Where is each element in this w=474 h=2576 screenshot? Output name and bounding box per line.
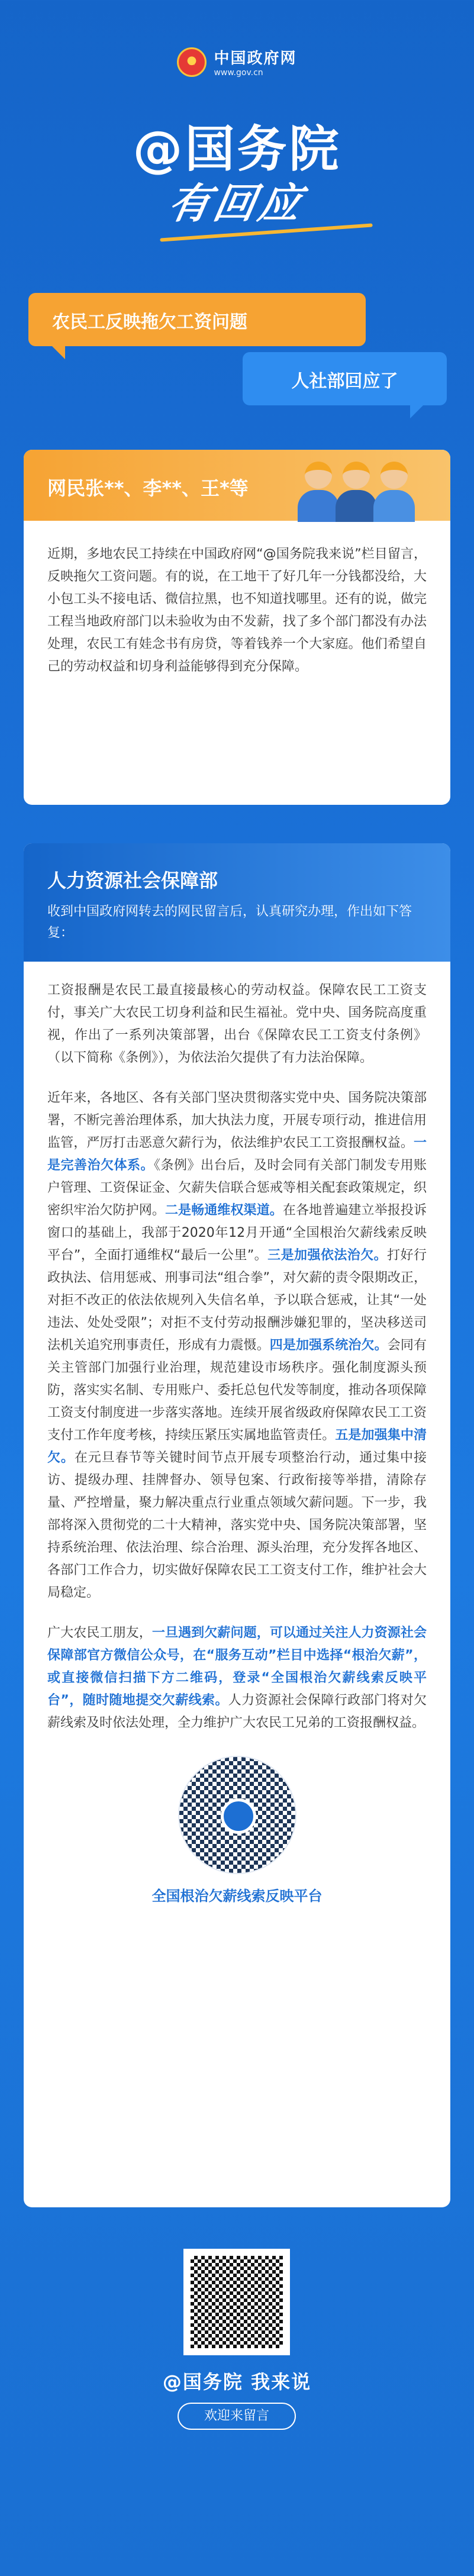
reply-text: 近年来，各地区、各有关部门坚决贯彻落实党中央、国务院决策部署，不断完善治理体系，加大执法力度，开展专项行动，推进信用监管，严厉打击恶意欠薪行为，依法维护农民工工资报酬权益。 [47,1091,427,1150]
leave-message-button[interactable]: 欢迎来留言 [178,2403,296,2430]
ministry-name: 人力资源社会保障部 [47,869,218,892]
reply-highlight: 二是畅通维权渠道。 [165,1203,283,1218]
reply-text: 会同有关主管部门加强行业治理，规范建设市场秩序。强化制度源头预防，落实实名制、专用账户、委托总包代发等制度，推动各项保障工资支付制度进一步落实落地。连续开展省级政府保障农民工工资支付工作年度考核，持续压紧压实属地监管责任。 [47,1338,427,1443]
reply-body [24,979,450,1907]
footer-title: @国务院 我来说 [162,2371,312,2393]
reply-highlight: 五是加强集中清欠。 [47,1428,427,1465]
gov-qr-code[interactable] [183,2249,290,2355]
reply-paragraph-2 [47,1087,427,1604]
header [0,0,474,308]
reply-highlight: 三是加强依法治欠。 [267,1248,388,1263]
reply-text: 在元旦春节等关键时间节点开展专项整治行动，通过集中接访、提级办理、挂牌督办、领导包案、行政衔接等举措，清除存量、严控增量，聚力解决重点行业重点领域欠薪问题。下一步，我部将深入贯彻党的二十大精神，落实党中央、国务院决策部署，坚持系统治理、依法治理、综合治理、源头治理，充分发挥各地区、各部门工作合力，切实做好保障农民工工资支付工作，维护社会大局稳定。 [47,1450,427,1600]
page-subtitle: 有回应 [165,179,308,228]
reply-text: 打好行政执法、信用惩戒、刑事司法“组合拳”，对欠薪的责令限期改正，对拒不改正的依法依规列入失信名单，予以联合惩戒，让其“一处违法、处处受限”；对拒不支付劳动报酬涉嫌犯罪的，坚决移送司法机关追究刑事责任，形成有力震慑。 [47,1248,427,1353]
reply-text: 人力资源社会保障行政部门将对欠薪线索及时依法处理，全力维护广大农民工兄弟的工资报酬权益。 [47,1693,427,1730]
reply-highlight: 一是完善治欠体系。 [47,1136,427,1173]
question-bubble: 农民工反映拖欠工资问题 [28,293,366,346]
netizen-names: 网民张**、李**、王*等 [47,477,249,499]
page-title: @国务院 [133,120,341,178]
reply-highlight: 一旦遇到欠薪问题，可以通过关注人力资源社会保障部官方微信公众号，在“服务互动”栏目中选择“根治欠薪”，或直接微信扫描下方二维码，登录“全国根治欠薪线索反映平台”，随时随地提交欠薪线索。 [47,1626,427,1708]
netizen-card-header [24,450,450,521]
logo-url: www.gov.cn [214,68,263,78]
ministry-intro: 收到中国政府网转去的网民留言后，认真研究办理，作出如下答复： [47,904,412,940]
wage-platform-qr-block[interactable] [47,1756,427,1907]
ministry-card-header [24,843,450,962]
reply-text: 《条例》出台后，及时会同有关部门制发专用账户管理、工资保证金、欠薪失信联合惩戒等相关配套政策规定，织密织牢治欠防护网。 [47,1158,427,1218]
reply-paragraph-1: 工资报酬是农民工最直接最核心的劳动权益。保障农民工工资支付，事关广大农民工切身利益和民生福祉。党中央、国务院高度重视，作出了一系列决策部署，出台《保障农民工工资支付条例》（以下简称《条例》），为依法治欠提供了有力法治保障。 [47,983,427,1065]
netizen-message-text: 近期，多地农民工持续在中国政府网“@国务院我来说”栏目留言，反映拖欠工资问题。有的说，在工地干了好几年一分钱都没给，大小包工头不接电话、微信拉黑，也不知道找哪里。还有的说，做完工程当地政府部门以未验收为由不发薪，找了多个部门都没有办法处理，农民工有娃念书有房贷，等着钱养一个大家庭。他们希望自己的劳动权益和切身利益能够得到充分保障。 [47,547,427,674]
ministry-reply-card [24,843,450,2207]
site-logo[interactable] [0,46,474,78]
qr-code-label: 全国根治欠薪线索反映平台 [151,1888,323,1904]
netizen-message-card [24,450,450,805]
national-emblem-icon: ★ [177,47,207,77]
qr-pattern [191,2256,283,2348]
answer-bubble: 人社部回应了 [243,352,447,405]
reply-text: 广大农民工朋友， [47,1626,152,1640]
logo-name: 中国政府网 [214,50,297,67]
workers-illustration-icon [301,462,415,521]
qr-center-logo-icon [221,1798,256,1834]
reply-text: 在各地普遍建立举报投诉窗口的基础上，我部于2020年12月开通“全国根治欠薪线索反映平台”，全面打通维权“最后一公里”。 [47,1203,427,1263]
reply-highlight: 四是加强系统治欠。 [269,1338,388,1353]
wage-platform-qr-code[interactable] [178,1756,296,1874]
reply-paragraph-3 [47,1622,427,1734]
